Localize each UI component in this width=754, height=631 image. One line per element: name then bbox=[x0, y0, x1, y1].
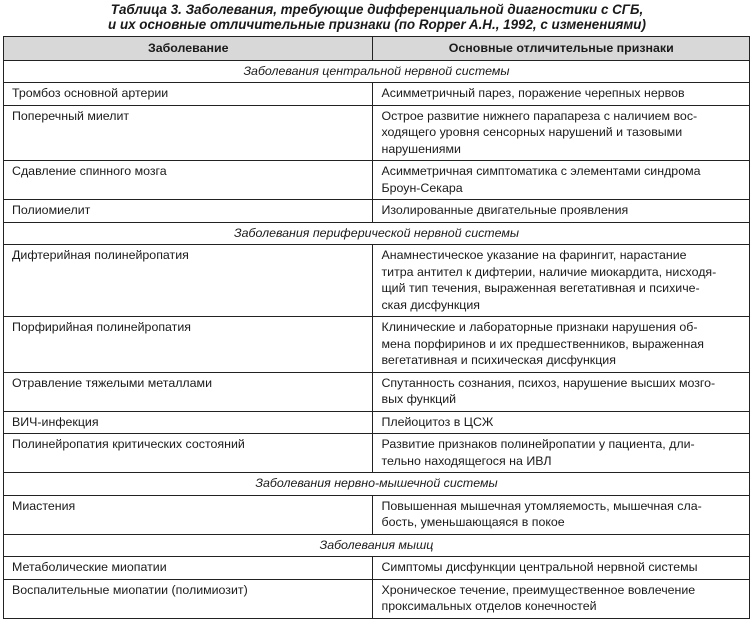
signs-cell: Клинические и лабораторные признаки нарушения об- мена порфиринов и их предшественников, выраженная вегетативная и психическая дисфункция bbox=[373, 317, 750, 373]
disease-cell: Порфирийная полинейропатия bbox=[4, 317, 373, 373]
table-body bbox=[4, 60, 750, 618]
table-row bbox=[4, 372, 750, 411]
signs-cell: Асимметричная симптоматика с элементами синдрома Броун-Секара bbox=[373, 161, 750, 200]
table-row bbox=[4, 495, 750, 534]
table-row bbox=[4, 200, 750, 223]
section-row bbox=[4, 60, 750, 83]
signs-cell: Анамнестическое указание на фарингит, нарастание титра антител к дифтерии, наличие миокардита, нисходя- щий тип течения, выраженная вегетативная и психиче- ская дисфункция bbox=[373, 245, 750, 317]
disease-cell: Полиомиелит bbox=[4, 200, 373, 223]
section-title: Заболевания периферической нервной системы bbox=[4, 222, 750, 245]
section-row bbox=[4, 222, 750, 245]
disease-cell: Тромбоз основной артерии bbox=[4, 83, 373, 106]
disease-cell: Миастения bbox=[4, 495, 373, 534]
caption-line-2: и их основные отличительные признаки (по Ropper A.H., 1992, с изменениями) bbox=[108, 17, 646, 32]
section-title: Заболевания центральной нервной системы bbox=[4, 60, 750, 83]
signs-cell: Плейоцитоз в ЦСЖ bbox=[373, 411, 750, 434]
table-row bbox=[4, 411, 750, 434]
section-row bbox=[4, 534, 750, 557]
table-row bbox=[4, 83, 750, 106]
signs-cell: Хроническое течение, преимущественное вовлечение проксимальных отделов конечностей bbox=[373, 579, 750, 618]
column-header-disease: Заболевание bbox=[4, 37, 373, 61]
header-row bbox=[4, 37, 750, 61]
differential-diagnosis-table bbox=[3, 36, 750, 619]
table-row bbox=[4, 245, 750, 317]
table-row bbox=[4, 105, 750, 161]
disease-cell: Отравление тяжелыми металлами bbox=[4, 372, 373, 411]
table-row bbox=[4, 434, 750, 473]
section-row bbox=[4, 473, 750, 496]
table-row bbox=[4, 161, 750, 200]
signs-cell: Спутанность сознания, психоз, нарушение высших мозго- вых функций bbox=[373, 372, 750, 411]
signs-cell: Изолированные двигательные проявления bbox=[373, 200, 750, 223]
signs-cell: Повышенная мышечная утомляемость, мышечная сла- бость, уменьшающаяся в покое bbox=[373, 495, 750, 534]
table-row bbox=[4, 557, 750, 580]
disease-cell: Сдавление спинного мозга bbox=[4, 161, 373, 200]
table-caption bbox=[0, 0, 754, 34]
disease-cell: Воспалительные миопатии (полимиозит) bbox=[4, 579, 373, 618]
signs-cell: Симптомы дисфункции центральной нервной системы bbox=[373, 557, 750, 580]
disease-cell: Метаболические миопатии bbox=[4, 557, 373, 580]
disease-cell: Поперечный миелит bbox=[4, 105, 373, 161]
signs-cell: Развитие признаков полинейропатии у пациента, дли- тельно находящегося на ИВЛ bbox=[373, 434, 750, 473]
column-header-signs: Основные отличительные признаки bbox=[373, 37, 750, 61]
section-title: Заболевания нервно-мышечной системы bbox=[4, 473, 750, 496]
caption-line-1: Таблица 3. Заболевания, требующие дифференциальной диагностики с СГБ, bbox=[110, 2, 644, 17]
disease-cell: Полинейропатия критических состояний bbox=[4, 434, 373, 473]
section-title: Заболевания мышц bbox=[4, 534, 750, 557]
table-row bbox=[4, 579, 750, 618]
disease-cell: ВИЧ-инфекция bbox=[4, 411, 373, 434]
table-row bbox=[4, 317, 750, 373]
disease-cell: Дифтерийная полинейропатия bbox=[4, 245, 373, 317]
signs-cell: Острое развитие нижнего парапареза с наличием вос- ходящего уровня сенсорных нарушений и тазовыми нарушениями bbox=[373, 105, 750, 161]
signs-cell: Асимметричный парез, поражение черепных нервов bbox=[373, 83, 750, 106]
